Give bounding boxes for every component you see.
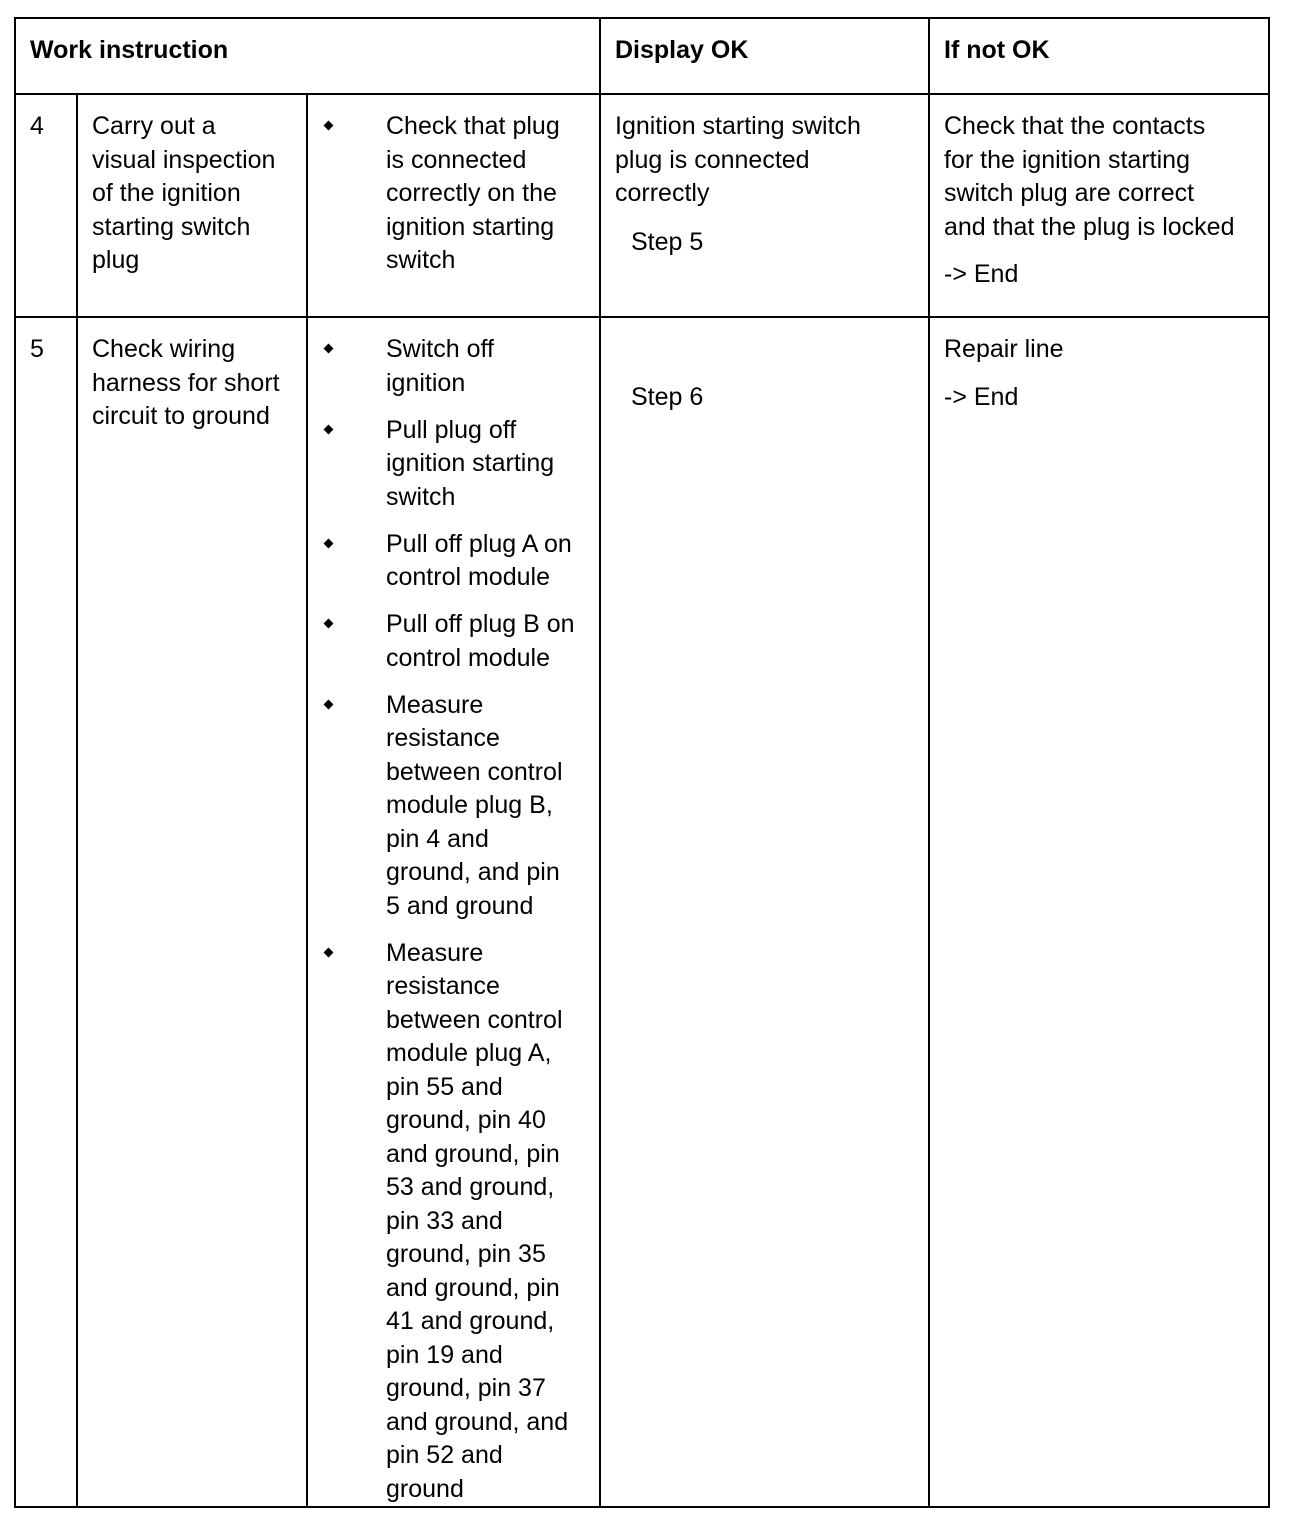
if-not-ok-cell xyxy=(929,94,1269,317)
if-not-ok-line: Repair line xyxy=(944,335,1064,363)
action-line: and ground, pin xyxy=(386,1273,560,1302)
action-line: pin 4 and xyxy=(386,824,489,853)
action-line: Switch off xyxy=(386,335,494,363)
action-line: module plug B, xyxy=(386,791,553,819)
action-line: Check that plug xyxy=(386,112,560,140)
action-line: module plug A, xyxy=(386,1039,552,1067)
action-line: pin 52 and xyxy=(386,1441,503,1469)
list-item xyxy=(308,608,593,675)
action-line: ground, and pin xyxy=(386,858,560,886)
list-item xyxy=(308,414,593,515)
action-line: 41 and ground, xyxy=(386,1307,555,1335)
action-line: and ground, and xyxy=(386,1407,569,1436)
list-item xyxy=(308,689,593,924)
action-line: pin 33 and xyxy=(386,1206,503,1235)
action-line: ground, pin 40 xyxy=(386,1106,546,1134)
if-not-ok-line: Check that the contacts xyxy=(944,112,1206,140)
action-line: Pull plug off xyxy=(386,415,517,444)
action-line: ground, pin 37 xyxy=(386,1374,546,1402)
action-line: Measure xyxy=(386,938,484,967)
diamond-bullet-icon xyxy=(308,937,386,1507)
description-line: Carry out a xyxy=(92,112,216,140)
description-line: starting switch xyxy=(92,212,251,241)
action-line: resistance xyxy=(386,724,500,752)
action-line: resistance xyxy=(386,972,500,1000)
action-line: correctly on the xyxy=(386,179,557,207)
action-line: pin 55 and xyxy=(386,1072,503,1101)
action-line: ground xyxy=(386,1474,464,1503)
list-item xyxy=(308,110,593,278)
action-line: between control xyxy=(386,757,563,786)
diamond-bullet-icon xyxy=(308,689,386,924)
if-not-ok-line: for the ignition starting xyxy=(944,145,1190,174)
diamond-bullet-icon xyxy=(308,333,386,400)
display-ok-line: correctly xyxy=(615,179,710,207)
description-line: visual inspection xyxy=(92,145,276,174)
list-item xyxy=(308,937,593,1507)
diamond-bullet-icon xyxy=(308,414,386,515)
action-line: switch xyxy=(386,246,456,274)
end-ref: -> End xyxy=(944,260,1019,288)
diamond-bullet-icon xyxy=(308,110,386,278)
description-line: of the ignition xyxy=(92,179,241,207)
action-line: 53 and ground, xyxy=(386,1173,555,1201)
end-ref: -> End xyxy=(944,382,1019,411)
display-ok-line: plug is connected xyxy=(615,145,810,174)
action-line: ground, pin 35 xyxy=(386,1240,546,1268)
step-actions xyxy=(307,94,600,317)
action-line: ignition starting xyxy=(386,449,555,477)
list-item xyxy=(308,333,593,400)
next-step-ref: Step 5 xyxy=(631,227,704,256)
action-line: Pull off plug A on xyxy=(386,529,572,558)
table-row xyxy=(15,317,1269,1507)
step-actions xyxy=(307,317,600,1507)
action-line: control module xyxy=(386,563,550,591)
if-not-ok-cell xyxy=(929,317,1269,1507)
table-row xyxy=(15,94,1269,317)
description-line: circuit to ground xyxy=(92,402,270,430)
display-ok-line: Ignition starting switch xyxy=(615,112,861,140)
list-item xyxy=(308,528,593,595)
description-line: plug xyxy=(92,246,140,274)
header-display-ok: Display OK xyxy=(600,18,929,94)
action-line: control module xyxy=(386,643,550,672)
step-number: 4 xyxy=(15,94,77,317)
step-number: 5 xyxy=(15,317,77,1507)
diamond-bullet-icon xyxy=(308,528,386,595)
header-work-instruction: Work instruction xyxy=(15,18,600,94)
step-description xyxy=(77,317,307,1507)
diamond-bullet-icon xyxy=(308,608,386,675)
action-line: between control xyxy=(386,1005,563,1034)
action-line: ignition xyxy=(386,368,466,397)
header-if-not-ok: If not OK xyxy=(929,18,1269,94)
description-line: harness for short xyxy=(92,368,280,397)
display-ok-cell xyxy=(600,317,929,1507)
action-line: Measure xyxy=(386,690,484,719)
action-line: pin 19 and xyxy=(386,1340,503,1369)
action-line: switch xyxy=(386,482,456,511)
next-step-ref: Step 6 xyxy=(631,383,704,411)
header-row xyxy=(15,18,1269,94)
action-line: Pull off plug B on xyxy=(386,610,575,638)
action-line: and ground, pin xyxy=(386,1139,560,1168)
description-line: Check wiring xyxy=(92,335,236,363)
action-line: is connected xyxy=(386,145,527,174)
step-description xyxy=(77,94,307,317)
action-line: ignition starting xyxy=(386,212,555,241)
if-not-ok-line: and that the plug is locked xyxy=(944,212,1235,241)
action-line: 5 and ground xyxy=(386,891,534,920)
if-not-ok-line: switch plug are correct xyxy=(944,179,1195,207)
work-instruction-table xyxy=(14,17,1270,1508)
display-ok-cell xyxy=(600,94,929,317)
